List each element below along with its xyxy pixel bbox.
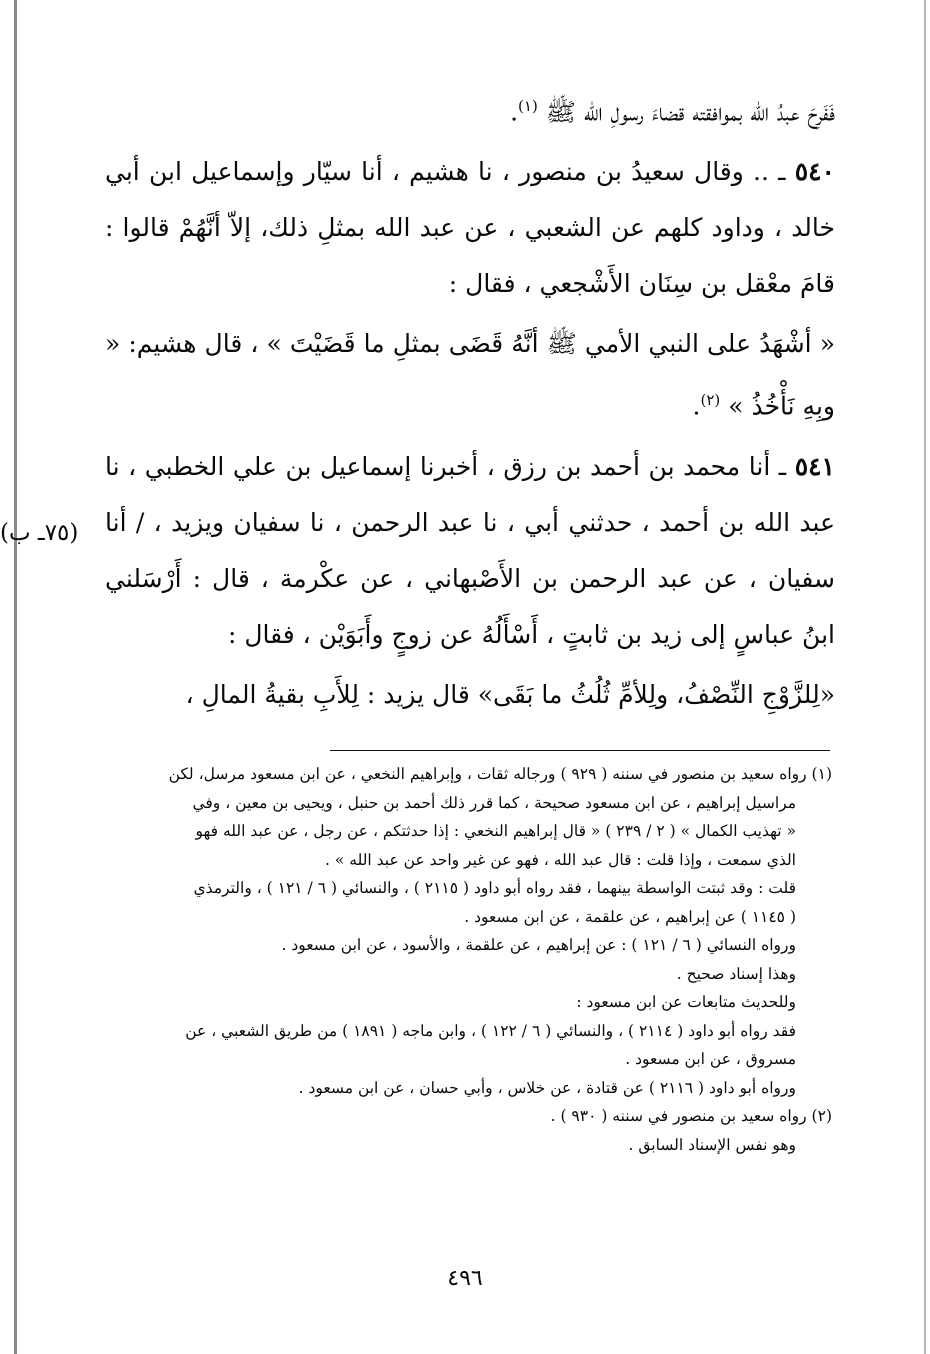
hadith-number-540: ٥٤٠	[794, 157, 835, 187]
footnote-1-line: فقد رواه أبو داود ( ٢١١٤ ) ، والنسائي ( ٦ / ١٢٢ ) ، وابن ماجه ( ١٨٩١ ) من طريق الشعبي ، عن	[185, 1021, 796, 1040]
page-edge-right	[920, 0, 926, 1354]
footnote-1-line: وللحديث متابعات عن ابن مسعود :	[576, 993, 796, 1011]
manuscript-folio-note: (٧٥ـ ب)	[0, 520, 79, 546]
main-text	[105, 78, 835, 723]
quote-540-text: « أشْهَدُ على النبي الأمي ﷺ أنَّهُ قَضَى بمثلِ ما قَضَيْتَ » ، قال هشيم: « وبِهِ نَأْخُذُ »	[105, 329, 835, 421]
footnote-1-line: ورواه أبو داود ( ٢١١٦ ) عن قتادة ، عن خلاس ، وأبي حسان ، عن ابن مسعود .	[298, 1078, 796, 1097]
footnote-1-line: مراسيل إبراهيم ، عن ابن مسعود صحيحة ، كما قرر ذلك أحمد بن حنبل ، ويحيى بن معين ، وفي	[192, 793, 796, 812]
footnote-1-line: ( ١١٤٥ ) عن إبراهيم ، عن علقمة ، عن ابن مسعود .	[464, 907, 796, 926]
footnote-2-line: وهو نفس الإسناد السابق .	[628, 1135, 796, 1154]
footnote-1-line: (١) رواه سعيد بن منصور في سننه ( ٩٢٩ ) ورجاله ثقات ، وإبراهيم النخعي ، عن ابن مسعود مرسل، لكن	[168, 765, 832, 783]
footnote-2-line: (٢) رواه سعيد بن منصور في سننه ( ٩٣٠ ) .	[550, 1107, 832, 1125]
hadith-541	[105, 439, 835, 663]
closing-line: فَفَرِحَ عبدُ الله بموافقته قضاءَ رسولِ الله ﷺ	[545, 97, 835, 127]
footnote-1-line: الذي سمعت ، وإذا قلت : قال عبد الله ، فهو عن غير واحد عن عبد الله » .	[325, 850, 796, 869]
footnote-1-line: مسروق ، عن ابن مسعود .	[625, 1050, 796, 1068]
quote-541	[105, 667, 835, 723]
footnotes	[100, 760, 832, 1159]
hadith-540-text: ـ .. وقال سعيدُ بن منصور ، نا هشيم ، أنا سيّار وإسماعيل ابن أبي خالد ، وداود كلهم عن الشعبي ، عن عبد الله بمثلِ ذلك، إلاّ أنَّهُمْ قالوا : قامَ معْقل بن سِنَان الأَشْجعي ، فقال :	[105, 157, 835, 299]
footnote-ref-2: (٢)	[700, 391, 721, 410]
footnote-1-line: ورواه النسائي ( ٦ / ١٢١ ) : عن إبراهيم ، عن علقمة ، والأسود ، عن ابن مسعود .	[281, 936, 796, 954]
footnote-1-line: « تهذيب الكمال » ( ٢ / ٢٣٩ ) « قال إبراهيم النخعي : إذا حدثتكم ، عن رجل ، عن عبد الله فهو	[195, 822, 796, 840]
quote-540	[105, 316, 835, 434]
hadith-540	[105, 144, 835, 312]
footnote-ref-1: (١)	[518, 97, 538, 115]
closing-period: .	[510, 97, 519, 127]
footnote-1-line: وهذا إسناد صحيح .	[676, 964, 796, 983]
footnote-1-line: قلت : وقد ثبتت الواسطة بينهما ، فقد رواه أبو داود ( ٢١١٥ ) ، والنسائي ( ٦ / ١٢١ ) ، والترمذي	[193, 879, 796, 897]
page-edge-left	[14, 0, 21, 1354]
paragraph-closing	[105, 78, 835, 140]
page-number: ٤٩٦	[447, 1266, 483, 1291]
footnote-divider	[330, 750, 830, 751]
quote-541-text: «لِلزَّوْجِ النِّصْفُ، ولِلأمِّ ثُلُثُ ما بَقَى» قال يزيد : لِلأَبِ بقيةُ المالِ ،	[185, 679, 835, 709]
hadith-number-541: ٥٤١	[794, 451, 835, 481]
quote-540-period: .	[692, 391, 701, 421]
hadith-541-text: ـ أنا محمد بن أحمد بن رزق ، أخبرنا إسماعيل بن علي الخطبي ، نا عبد الله بن أحمد ، حدثني أبي ، نا عبد الرحمن ، نا سفيان ويزيد ، / أنا سفيان ، عن عبد الرحمن بن الأَصْبهاني ، عن عكْرمة ، قال : أَرْسَلني ابنُ عباسٍ إلى زيد بن ثابتٍ ، أَسْأَلُهُ عن زوجٍ وأَبَوَيْن ، فقال :	[105, 451, 835, 649]
